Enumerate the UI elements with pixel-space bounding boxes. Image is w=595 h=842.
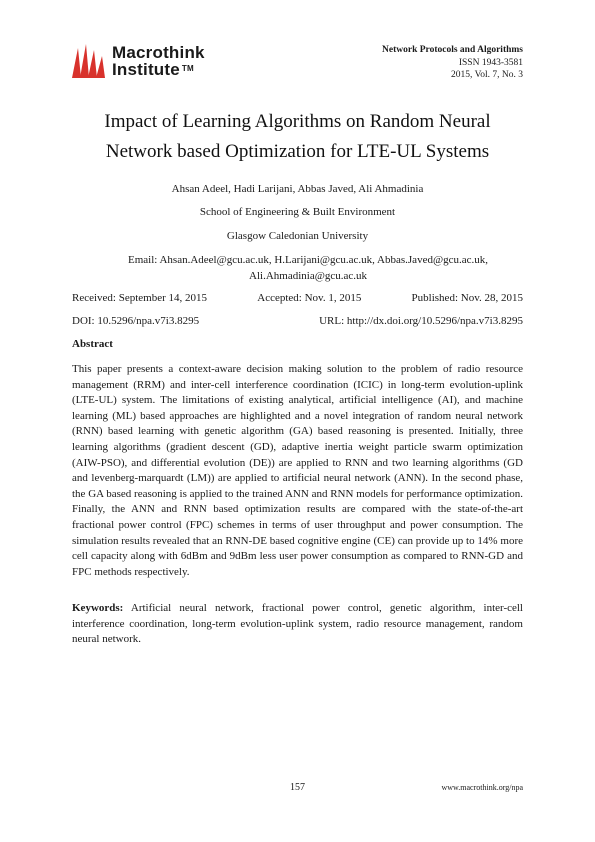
email-line-2: Ali.Ahmadinia@gcu.ac.uk	[249, 270, 367, 282]
footer-url[interactable]: www.macrothink.org/npa	[441, 783, 523, 792]
received-date: Received: September 14, 2015	[72, 292, 208, 304]
keywords-label: Keywords:	[72, 602, 124, 614]
journal-info	[382, 44, 523, 82]
publisher-logo	[72, 44, 232, 80]
logo-line-2: Institute ™	[112, 60, 194, 79]
title-line-1: Impact of Learning Algorithms on Random Neural	[104, 111, 491, 132]
affiliation-university: Glasgow Caledonian University	[226, 230, 369, 242]
author-list: Ahsan Adeel, Hadi Larijani, Abbas Javed, Ali Ahmadinia	[171, 183, 424, 195]
keywords-text: Artificial neural network, fractional power control, genetic algorithm, inter-cell interference coordination, long-term evolution-uplink system, radio resource management, random neural network.	[72, 602, 523, 646]
trademark-mark: TM	[181, 64, 194, 73]
accepted-date: Accepted: Nov. 1, 2015	[257, 292, 362, 304]
email-line-1: Email: Ahsan.Adeel@gcu.ac.uk, H.Larijani@gcu.ac.uk, Abbas.Javed@gcu.ac.uk,	[128, 254, 488, 266]
page-number: 157	[290, 782, 305, 793]
doi: DOI: 10.5296/npa.v7i3.8295	[72, 315, 200, 327]
paper-title	[72, 107, 523, 167]
affiliation-school: School of Engineering & Built Environment	[199, 206, 396, 218]
published-date: Published: Nov. 28, 2015	[411, 292, 523, 304]
identifiers-row	[72, 314, 523, 328]
abstract-heading: Abstract	[72, 338, 113, 350]
journal-name: Network Protocols and Algorithms	[382, 45, 523, 55]
author-emails	[108, 252, 508, 284]
journal-issn: ISSN 1943-3581	[458, 57, 523, 68]
logo-text	[112, 44, 205, 78]
abstract-text: This paper presents a context-aware decision making solution to the problem of radio resource management (RRM) and inter-cell interference coordination (ICIC) in long-term evolution-uplink (LTE-UL) system. The limitations of existing analytical, artificial intelligence (AI), and machine learning (ML) based approaches are highlighted and a novel integration of random neural network (RNN) based learning with genetic algorithm (GA) based reasoning is presented. Initially, three learning algorithms (gradient descent (GD), adaptive inertia weight particle swarm optimization (AIW-PSO), and differential evolution (DE)) are applied to RNN and two learning algorithms (GD and levenberg-marquardt (LM)) are applied to artificial neural network (ANN). In the second phase, the GA based reasoning is applied to the trained ANN and RNN models for performance optimization. Finally, the ANN and RNN based optimization results are compared with the state-of-the-art fractional power control (FPC) schemes in terms of user throughput and power consumption. The simulation results revealed that an RNN-DE based cognitive engine (CE) can provide up to 14% more cell capacity along with 6dBm and 9dBm less user power consumption as compared to RNN-GD and FPC methods respectively.	[72, 363, 523, 578]
logo-line-1: Macrothink	[112, 43, 205, 62]
macrothink-logo-icon	[72, 44, 106, 78]
doi-url[interactable]: URL: http://dx.doi.org/10.5296/npa.v7i3.8295	[319, 315, 523, 327]
title-line-2: Network based Optimization for LTE-UL Systems	[105, 141, 490, 162]
keywords	[72, 601, 523, 648]
dates-row	[72, 291, 523, 305]
journal-volume: 2015, Vol. 7, No. 3	[451, 70, 523, 80]
